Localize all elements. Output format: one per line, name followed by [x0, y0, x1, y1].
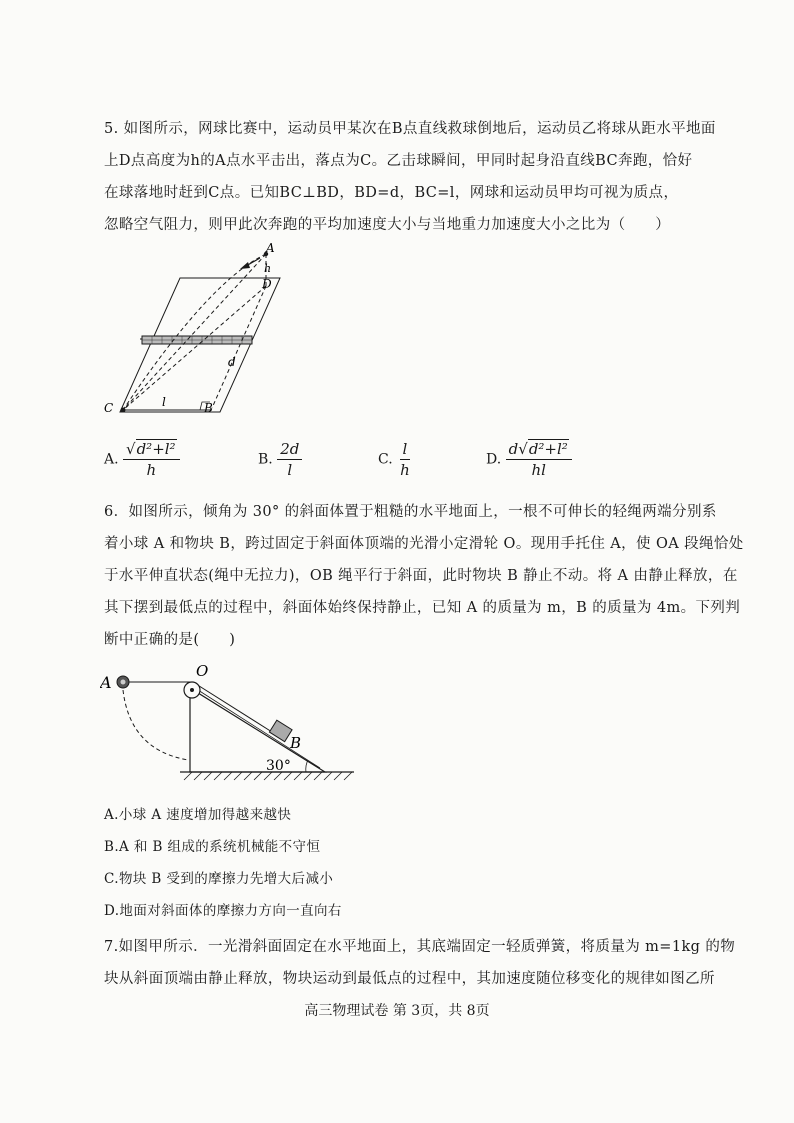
incline-inner-edge — [198, 690, 320, 768]
q6-option-b[interactable]: B.A 和 B 组成的系统机械能不守恒 — [104, 839, 321, 855]
q7-line-1: 7.如图甲所示．一光滑斜面固定在水平地面上，其底端固定一轻质弹簧，将质量为 m=1kg 的物 — [104, 939, 736, 955]
q5-line-3: 在球落地时赶到C点。已知BC⊥BD，BD=d，BC=l，网球和运动员甲均可视为质点， — [104, 185, 679, 201]
q6-option-c[interactable]: C.物块 B 受到的摩擦力先增大后减小 — [104, 871, 334, 887]
string-OB — [196, 684, 272, 732]
ball-A-highlight — [121, 680, 126, 685]
q5-line-1: 5. 如图所示，网球比赛中，运动员甲某次在B点直线救球倒地后，运动员乙将球从距水平地面 — [104, 121, 716, 137]
pulley-axle — [190, 688, 194, 692]
block-B — [269, 720, 292, 741]
q6-line-5: 断中正确的是( ) — [104, 632, 236, 648]
line-D-to-C — [123, 286, 266, 410]
q6-line-3: 于水平伸直状态(绳中无拉力)，OB 绳平行于斜面，此时物块 B 静止不动。将 A 由静止释放，在 — [104, 568, 738, 584]
label-A: A — [100, 673, 112, 692]
incline-block — [190, 688, 325, 772]
q7-line-2: 块从斜面顶端由静止释放，物块运动到最低点的过程中，其加速度随位移变化的规律如图乙所 — [104, 971, 715, 987]
q5-line-4: 忽略空气阻力，则甲此次奔跑的平均加速度大小与当地重力加速度大小之比为（ ） — [104, 217, 671, 233]
label-C: C — [104, 401, 114, 415]
line-A-to-C — [123, 254, 266, 410]
q6-line-4: 其下摆到最低点的过程中，斜面体始终保持静止，已知 A 的质量为 m，B 的质量为 4m。下列判 — [104, 600, 741, 616]
q5-option-b[interactable]: B. $\frac{2d}{l}$ — [258, 440, 302, 479]
label-h: h — [264, 262, 272, 275]
label-B: B — [204, 401, 213, 415]
q6-line-1: 6．如图所示，倾角为 30° 的斜面体置于粗糙的水平地面上，一根不可伸长的轻绳两端分别系 — [104, 504, 717, 520]
swing-arc — [123, 690, 188, 760]
q5-option-a[interactable]: A. $\frac{\text{√d²+l²}}{h}$ — [104, 440, 180, 479]
label-D: D — [262, 277, 272, 291]
q5-option-b-fraction: $\frac{2d}{l}$ — [277, 440, 302, 479]
q5-option-d[interactable]: D. $\frac{\text{d√d²+l²}}{hl}$ — [486, 440, 572, 479]
line-D-to-B — [212, 286, 266, 408]
q5-option-a-fraction: $\frac{\text{√d²+l²}}{h}$ — [123, 440, 180, 479]
label-l: l — [162, 395, 166, 409]
label-d: d — [228, 355, 236, 369]
q5-option-c[interactable]: C. $\frac{l}{h}$ — [378, 440, 413, 479]
arrow-head — [240, 262, 250, 269]
q6-line-2: 着小球 A 和物块 B，跨过固定于斜面体顶端的光滑小定滑轮 O。现用手托住 A，使 OA 段绳恰处 — [104, 536, 744, 552]
q6-option-d[interactable]: D.地面对斜面体的摩擦力方向一直向右 — [104, 903, 342, 919]
tennis-court-figure — [100, 240, 300, 420]
q5-option-d-fraction: $\frac{\text{d√d²+l²}}{hl}$ — [506, 440, 572, 479]
label-A: A — [266, 241, 275, 255]
q6-option-a[interactable]: A.小球 A 速度增加得越来越快 — [104, 807, 292, 823]
incline-pulley-figure — [100, 660, 360, 790]
label-B: B — [290, 734, 302, 752]
q5-option-c-fraction: $\frac{l}{h}$ — [400, 440, 410, 479]
label-angle: 30° — [266, 758, 291, 774]
label-O: O — [196, 662, 209, 680]
page-footer: 高三物理试卷 第 3页，共 8页 — [304, 1003, 490, 1019]
q5-line-2: 上D点高度为h的A点水平击出，落点为C。乙击球瞬间，甲同时起身沿直线BC奔跑，恰好 — [104, 153, 693, 169]
